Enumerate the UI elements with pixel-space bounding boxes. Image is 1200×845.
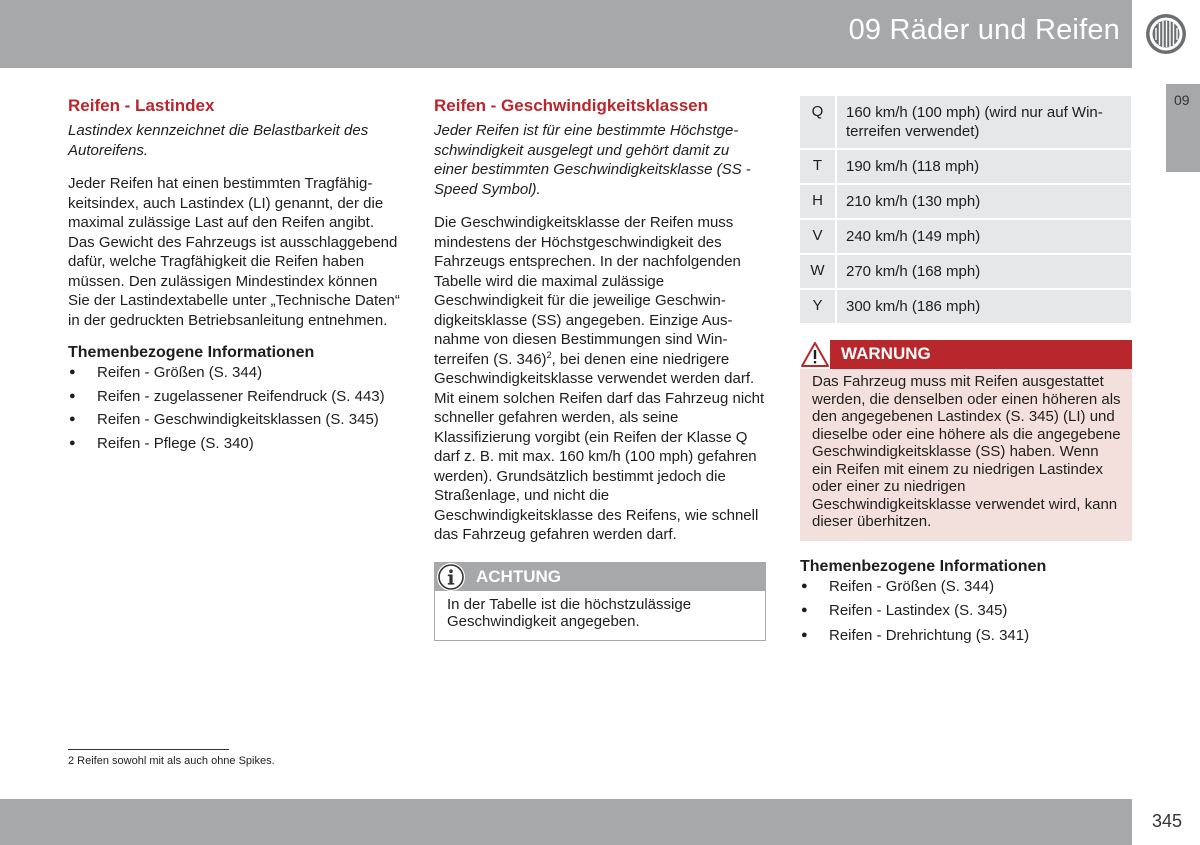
section-title-speed: Reifen - Geschwindigkeitsklassen: [434, 96, 708, 115]
related-link[interactable]: ● Reifen - Drehrichtung (S. 341): [800, 626, 1132, 646]
speed-value: 300 km/h (186 mph): [835, 290, 1131, 323]
speed-code: V: [800, 220, 835, 253]
speed-code: H: [800, 185, 835, 218]
warnung-box: [800, 340, 1132, 541]
info-icon: [437, 563, 465, 591]
warning-triangle-icon: [800, 340, 830, 369]
achtung-header: [435, 563, 765, 591]
chapter-side-tab: [1164, 84, 1200, 172]
footnote: 2 Reifen sowohl mit als auch ohne Spikes.: [68, 755, 275, 767]
speed-class-table: [800, 94, 1131, 325]
table-row: [800, 96, 1131, 148]
chapter-title: 09 Räder und Reifen: [848, 14, 1120, 46]
column-lastindex: [68, 94, 403, 457]
table-row: [800, 220, 1131, 253]
related-link[interactable]: ● Reifen - Geschwindigkeitsklassen (S. 345): [68, 410, 403, 430]
table-row: [800, 290, 1131, 323]
body-speed-part1: Die Geschwindigkeitsklasse der Reifen muss mindestens der Höchstgeschwindigkeit des Fahrzeugs entsprechen. In der nachfolgenden Tabelle wird die maximal zulässige Geschwindigkeit für die jeweilige Geschwindigkeitsklasse (SS) angegeben. Einzige Ausnahme von diesen Bestimmungen sind Winterreifen (S. 346): [434, 214, 741, 368]
body-speed: [434, 213, 766, 545]
achtung-box: [434, 562, 766, 641]
tire-icon: [1144, 12, 1188, 56]
warnung-header: [800, 340, 1132, 369]
related-link[interactable]: ● Reifen - Pflege (S. 340): [68, 434, 403, 454]
body-lastindex: Jeder Reifen hat einen bestimmten Tragfähigkeitsindex, auch Lastindex (LI) genannt, der die maximal zulässige Last auf den Reifen angibt. Das Gewicht des Fahrzeugs ist ausschlaggebend dafür, welche Tragfähigkeit die Reifen haben müssen. Den zulässigen Mindestindex können Sie der Lastindextabelle unter „Technische Daten“ in der gedruckten Betriebsanleitung entnehmen.: [68, 175, 400, 329]
side-tab-label: 09: [1174, 92, 1190, 108]
related-link[interactable]: ● Reifen - Größen (S. 344): [800, 577, 1132, 597]
column-table-warning: [800, 96, 1132, 649]
speed-value: 240 km/h (149 mph): [835, 220, 1131, 253]
body-speed-part2: , bei denen eine niedrigere Geschwindigkeitsklasse verwendet werden darf. Mit einem solchen Reifen darf das Fahrzeug nicht schneller gefahren werden, als seine Klassifizierung vorgibt (ein Reifen der Klasse Q darf z. B. mit max. 160 km/h (100 mph) gefahren werden). Grundsätzlich bestimmt jedoch die Straßenlage, und nicht die Geschwindigkeitsklasse des Reifens, wie schnell das Fahrzeug gefahren werden darf.: [434, 350, 765, 543]
page-header: [0, 0, 1132, 68]
page-footer: [0, 799, 1132, 845]
page-number: 345: [1151, 811, 1182, 831]
related-title: Themenbezogene Informationen: [800, 557, 1047, 575]
intro-lastindex: Lastindex kennzeichnet die Belastbarkeit des Autoreifens.: [68, 122, 369, 159]
related-link[interactable]: ● Reifen - zugelassener Reifendruck (S. 443): [68, 387, 403, 407]
column-speed-classes: [434, 94, 766, 641]
related-title: Themenbezogene Informationen: [68, 344, 315, 361]
related-list: [800, 577, 1132, 646]
speed-code: Q: [800, 96, 835, 148]
related-list: [68, 363, 403, 453]
speed-code: W: [800, 255, 835, 288]
related-link[interactable]: ● Reifen - Lastindex (S. 345): [800, 601, 1132, 621]
speed-value: 270 km/h (168 mph): [835, 255, 1131, 288]
footnote-divider: [68, 749, 229, 750]
speed-value: 210 km/h (130 mph): [835, 185, 1131, 218]
table-row: [800, 150, 1131, 183]
footnote-ref: 2: [546, 349, 552, 360]
table-row: [800, 185, 1131, 218]
warnung-label: WARNUNG: [841, 344, 931, 363]
speed-code: Y: [800, 290, 835, 323]
speed-code: T: [800, 150, 835, 183]
page-number-box: [1132, 799, 1200, 845]
warnung-text: Das Fahrzeug muss mit Reifen ausgestattet werden, die denselben oder einen höheren als den angegebenen Lastindex (S. 345) (LI) und dieselbe oder eine höhere als die angegebene Geschwindigkeitsklasse (SS) haben. Wenn ein Reifen mit einem zu niedrigen Lastindex oder einer zu niedrigen Geschwindigkeitsklasse verwendet wird, kann dieser überhitzen.: [800, 369, 1132, 541]
chapter-icon-box: [1132, 0, 1200, 68]
intro-speed: Jeder Reifen ist für eine bestimmte Höchstgeschwindigkeit ausgelegt und gehört damit zu einer bestimmten Geschwindigkeitsklasse (SS - Speed Symbol).: [434, 122, 751, 198]
section-title-lastindex: Reifen - Lastindex: [68, 96, 215, 115]
speed-value: 190 km/h (118 mph): [835, 150, 1131, 183]
speed-value: 160 km/h (100 mph) (wird nur auf Winterreifen verwendet): [835, 96, 1131, 148]
table-row: [800, 255, 1131, 288]
related-link[interactable]: ● Reifen - Größen (S. 344): [68, 363, 403, 383]
achtung-text: In der Tabelle ist die höchstzulässige Geschwindigkeit angegeben.: [447, 595, 692, 630]
achtung-label: ACHTUNG: [476, 566, 561, 586]
